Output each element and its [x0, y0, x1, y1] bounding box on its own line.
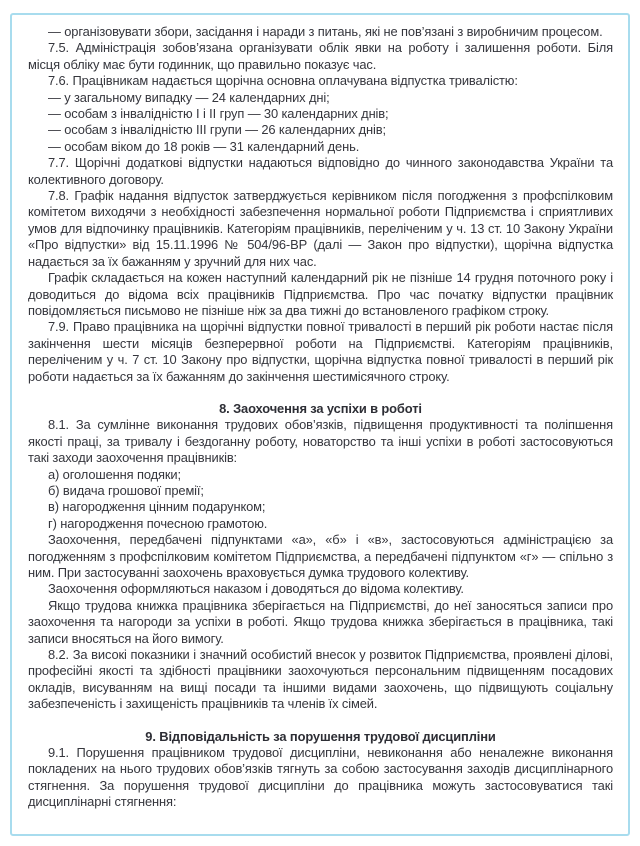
- section-9-heading: 9. Відповідальність за порушення трудової дисципліни: [145, 728, 496, 744]
- list-item-vacation-disability-1-2: — особам з інвалідністю І і ІІ груп — 30 календарних днів;: [48, 106, 389, 122]
- paragraph-7-5: 7.5. Адміністрація зобов’язана організувати облік явки на роботу і залишення роботи. Біля місця обліку має бути годинник, що правильно показує час.: [28, 40, 613, 72]
- paragraph-7-6: 7.6. Працівникам надається щорічна основна оплачувана відпустка тривалістю:: [48, 73, 518, 89]
- paragraph-7-9: 7.9. Право працівника на щорічні відпустки повної тривалості в перший рік роботи настає після закінчення шести місяців безперервної роботи на Підприємстві. Категоріям працівників, переліченим у ч. 7 ст. 10 Закону про відпустки, щорічна відпустка повної тривалості в перший рік роботи надається за їх бажанням до закінчення шестимісячного строку.: [28, 319, 613, 384]
- list-item-reward-b: б) видача грошової премії;: [48, 482, 204, 498]
- paragraph-7-8-schedule: Графік складається на кожен наступний календарний рік не пізніше 14 грудня поточного року і доводиться до відома всіх працівників Підприємства. Про час початку відпустки працівник повідомляється письмово не пізніше ніж за два тижні до встановленого графіком строку.: [28, 270, 613, 318]
- list-item-vacation-general: — у загальному випадку — 24 календарних дні;: [48, 89, 330, 105]
- paragraph-7-8: 7.8. Графік надання відпусток затверджується керівником після погодження з профспілковим комітетом виходячи з необхідності забезпечення нормальної роботи Підприємства і сприятливих умов для відпочинку працівників. Категоріям працівників, переліченим у ч. 13 ст. 10 Закону України «Про відпустки» від 15.11.1996 № 504/96-ВР (далі — Закон про відпустки), щорічна відпустка надається за їх бажанням у зручний для них час.: [28, 188, 613, 269]
- paragraph-8-1-application: Заохочення, передбачені підпунктами «а», «б» і «в», застосовуються адміністрацією за погодженням з профспілковим комітетом Підприємства, а передбачені підпунктом «г» — спільно з ним. При застосуванні заохочень враховується думка трудового колективу.: [28, 532, 613, 580]
- paragraph-list-item-meetings: — організовувати збори, засідання і наради з питань, які не пов’язані з виробничим процесом.: [48, 24, 603, 39]
- paragraph-8-1-workbook: Якщо трудова книжка працівника зберігається на Підприємстві, до неї заносяться записи про заохочення та нагороди за успіхи в роботі. Якщо трудова книжка зберігається в працівника, такі записи вносяться на його вимогу.: [28, 597, 613, 646]
- paragraph-8-1: 8.1. За сумлінне виконання трудових обов’язків, підвищення продуктивності та поліпшення якості праці, за тривалу і бездоганну роботу, новаторство та інші успіхи в роботі застосовуються такі заходи заохочення працівників:: [28, 417, 613, 466]
- list-item-reward-g: г) нагородження почесною грамотою.: [48, 515, 268, 531]
- paragraph-7-7: 7.7. Щорічні додаткові відпустки надаються відповідно до чинного законодавства України та колективного договору.: [28, 155, 613, 187]
- paragraph-8-1-order: Заохочення оформляються наказом і доводяться до відома колективу.: [48, 581, 464, 597]
- paragraph-9-1: 9.1. Порушення працівником трудової дисципліни, невиконання або неналежне виконання покладених на нього трудових обов’язків тягнуть за собою застосування заходів дисциплінарного стягнення. За порушення трудової дисципліни до працівника можуть застосовуватися такі дисциплінарні стягнення:: [28, 745, 613, 810]
- list-item-reward-v: в) нагородження цінним подарунком;: [48, 499, 266, 515]
- document-page: [10, 13, 630, 836]
- list-item-vacation-under-18: — особам віком до 18 років — 31 календарний день.: [48, 138, 360, 154]
- list-item-vacation-disability-3: — особам з інвалідністю ІІІ групи — 26 календарних днів;: [48, 122, 386, 138]
- list-item-reward-a: а) оголошення подяки;: [48, 466, 181, 482]
- section-8-heading: 8. Заохочення за успіхи в роботі: [219, 400, 422, 416]
- paragraph-8-2: 8.2. За високі показники і значний особистий внесок у розвиток Підприємства, проявлені ділові, професійні якості та здібності працівники заохочуються персональним підвищенням посадових окладів, висуванням на вищі посади та іншими видами заохочень, що підвищують соціальну забезпеченість і захищеність працівників та членів їх сімей.: [28, 647, 613, 712]
